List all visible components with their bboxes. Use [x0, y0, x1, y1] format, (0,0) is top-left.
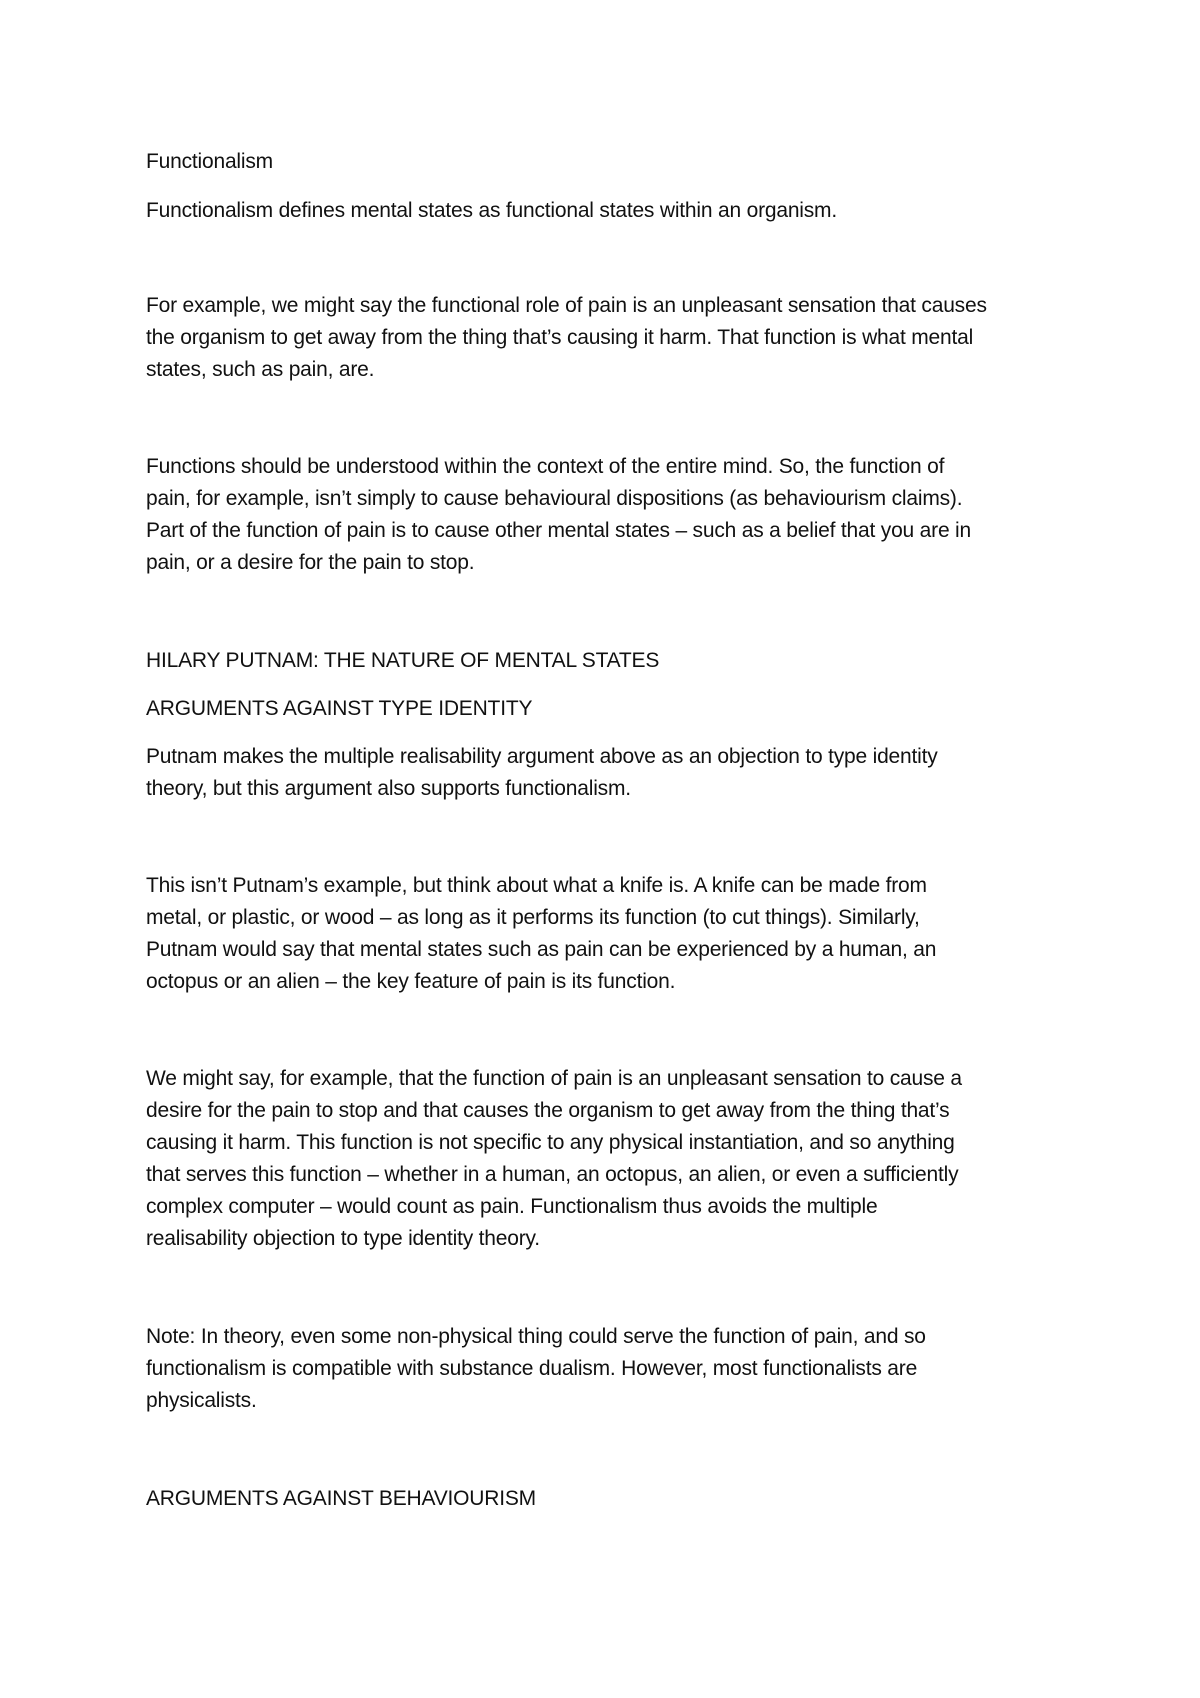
text-line: octopus or an alien – the key feature of pain is its function. [146, 970, 676, 993]
text-line: ARGUMENTS AGAINST TYPE IDENTITY [146, 697, 533, 720]
text-line: Functionalism defines mental states as functional states within an organism. [146, 199, 837, 222]
paragraph-knife-example [146, 870, 1066, 998]
text-line: functionalism is compatible with substance dualism. However, most functionalists are [146, 1357, 918, 1380]
paragraph-note [146, 1321, 1066, 1417]
heading-putnam [146, 645, 1066, 677]
text-line: theory, but this argument also supports functionalism. [146, 777, 631, 800]
text-line: pain, for example, isn’t simply to cause behavioural dispositions (as behaviourism claims). [146, 487, 963, 510]
text-line: This isn’t Putnam’s example, but think about what a knife is. A knife can be made from [146, 874, 927, 897]
text-line: realisability objection to type identity theory. [146, 1227, 540, 1250]
text-line: physicalists. [146, 1389, 257, 1412]
text-line: HILARY PUTNAM: THE NATURE OF MENTAL STATES [146, 649, 660, 672]
paragraph-multiple-realisability [146, 741, 1066, 805]
text-line: states, such as pain, are. [146, 358, 375, 381]
text-line: We might say, for example, that the function of pain is an unpleasant sensation to cause a [146, 1067, 962, 1090]
text-line: Putnam makes the multiple realisability argument above as an objection to type identity [146, 745, 938, 768]
heading-type-identity [146, 693, 1066, 725]
text-line: Functionalism [146, 150, 273, 173]
heading-behaviourism [146, 1483, 1066, 1515]
text-line: For example, we might say the functional role of pain is an unpleasant sensation that causes [146, 294, 987, 317]
paragraph-definition [146, 195, 1066, 227]
text-line: complex computer – would count as pain. Functionalism thus avoids the multiple [146, 1195, 878, 1218]
paragraph-functions [146, 451, 1066, 579]
text-line: Putnam would say that mental states such as pain can be experienced by a human, an [146, 938, 937, 961]
text-line: desire for the pain to stop and that causes the organism to get away from the thing that’s [146, 1099, 950, 1122]
text-line: the organism to get away from the thing that’s causing it harm. That function is what mental [146, 326, 974, 349]
text-line: ARGUMENTS AGAINST BEHAVIOURISM [146, 1487, 536, 1510]
text-line: Part of the function of pain is to cause other mental states – such as a belief that you are in [146, 519, 971, 542]
text-line: Note: In theory, even some non-physical thing could serve the function of pain, and so [146, 1325, 926, 1348]
text-line: pain, or a desire for the pain to stop. [146, 551, 475, 574]
document-title [146, 146, 1066, 178]
text-line: Functions should be understood within the context of the entire mind. So, the function of [146, 455, 945, 478]
text-line: causing it harm. This function is not specific to any physical instantiation, and so anything [146, 1131, 955, 1154]
text-line: metal, or plastic, or wood – as long as it performs its function (to cut things). Similarly, [146, 906, 920, 929]
paragraph-example [146, 290, 1066, 386]
paragraph-function-of-pain [146, 1063, 1066, 1255]
text-line: that serves this function – whether in a human, an octopus, an alien, or even a sufficiently [146, 1163, 959, 1186]
